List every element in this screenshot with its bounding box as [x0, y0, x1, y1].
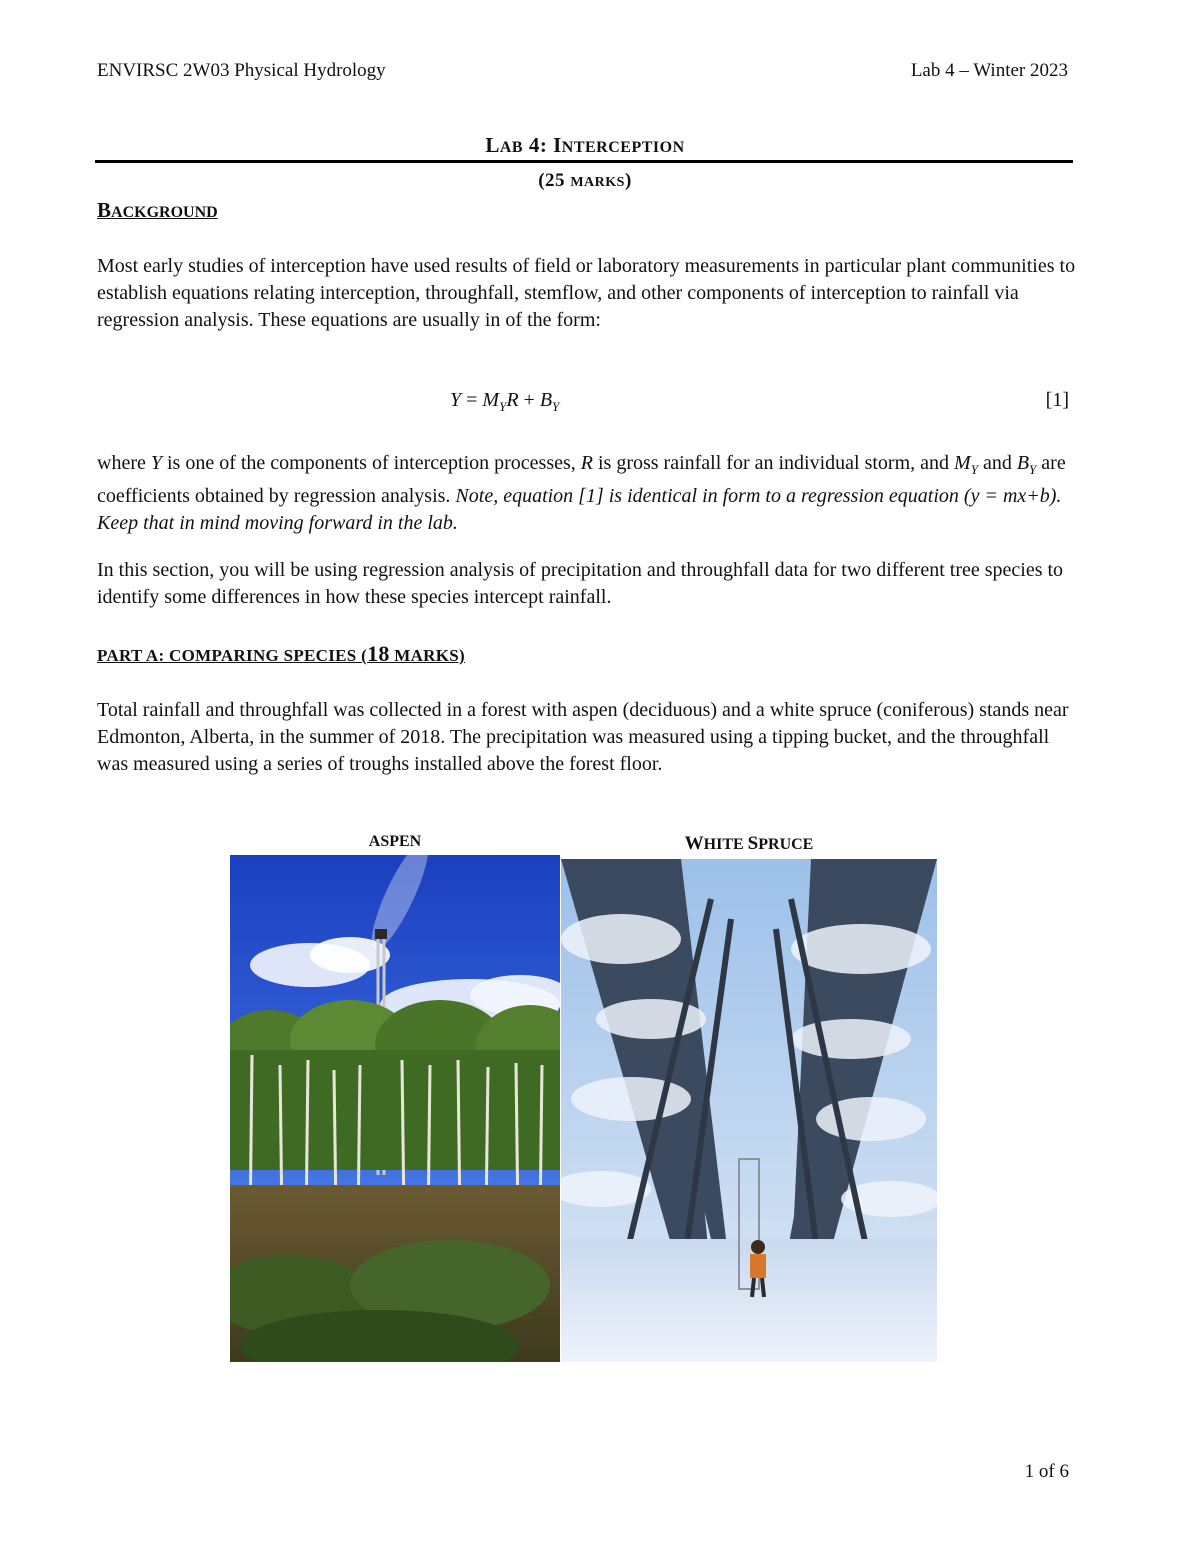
p2-text-2: is one of the components of interception processes, — [161, 452, 581, 474]
total-marks — [0, 170, 1170, 192]
p2-note: Note, equation [1] is identical in form to a regression equation (y = mx+b). Keep that in mind moving forward in the lab. — [97, 485, 1062, 534]
p2-text-4: and — [977, 452, 1017, 474]
regression-equation — [450, 389, 559, 415]
background-paragraph-2 — [97, 450, 1082, 537]
marks-close: ) — [624, 170, 632, 191]
part-a-marks-number: 18 — [367, 641, 390, 666]
white-spruce-photo — [561, 859, 937, 1362]
header-lab-term: Lab 4 – Winter 2023 — [910, 60, 1068, 81]
background-paragraph-3: In this section, you will be using regression analysis of precipitation and throughfall data for two different tree species to identify some differences in how these species intercept rainfall. — [97, 559, 1064, 608]
aspen-caption: ASPEN — [368, 833, 422, 850]
eq-r: R — [506, 389, 519, 411]
p2-text-3: is gross rainfall for an individual storm, and — [592, 452, 955, 474]
background-paragraph-1: Most early studies of interception have used results of field or laboratory measurements in particular plant communities to establish equations relating interception, throughfall, stemflow, and other components of interception to rainfall via regression analysis. These equations are usually in of the form: — [97, 255, 1076, 331]
eq-plus: + — [518, 389, 540, 411]
eq-y: Y — [450, 389, 462, 411]
marks-word: MARKS — [570, 175, 625, 190]
spruce-cap-w: W — [684, 833, 704, 854]
title-interception-rest: NTERCEPTION — [561, 139, 685, 156]
p2-var-by-subscript: Y — [1029, 462, 1037, 477]
part-a-prefix: PART A — [97, 646, 159, 665]
part-a-heading — [97, 641, 465, 667]
title-cap-l: L — [485, 133, 500, 157]
part-a-title: COMPARING SPECIES ( — [169, 646, 368, 665]
p2-var-by: $B_Y$ — [1016, 452, 1037, 477]
title-lab-rest: AB — [499, 139, 524, 156]
eq-b: B — [539, 389, 553, 411]
part-a-paragraph: Total rainfall and throughfall was collected in a forest with aspen (deciduous) and a white spruce (coniferous) stands near Edmonton, Alberta, in the summer of 2018. The precipitation was measured using a tipping bucket, and the throughfall was measured using a series of troughs installed above the forest floor. — [97, 699, 1069, 775]
spruce-cap-hite: HITE — [703, 836, 748, 853]
page-number: 1 of 6 — [1024, 1461, 1069, 1482]
spruce-cap-s: S — [747, 833, 759, 854]
p2-var-my-subscript: Y — [970, 462, 978, 477]
aspen-photo — [230, 855, 560, 1362]
p2-text-1: where — [97, 452, 151, 474]
page-title — [0, 133, 1170, 158]
eq-sub-y2: Y — [552, 399, 560, 414]
header-course-title: ENVIRSC 2W03 Physical Hydrology — [97, 60, 386, 81]
marks-open: (25 — [538, 170, 571, 191]
title-divider — [95, 160, 1073, 163]
eq-equals: = — [461, 389, 483, 411]
spruce-caption — [561, 833, 937, 855]
p2-var-y: Y — [150, 452, 162, 474]
part-a-colon: : — [158, 646, 170, 665]
background-cap-b: B — [97, 198, 112, 222]
background-heading — [97, 198, 218, 223]
p2-var-my: $M_Y$ — [954, 452, 978, 477]
p2-var-r: R — [580, 452, 593, 474]
background-heading-rest: ACKGROUND — [111, 204, 218, 221]
title-cap-i: I — [553, 133, 562, 157]
spruce-cap-pruce: PRUCE — [758, 836, 814, 853]
p2-text-5: are coefficients obtained by regression analysis. — [97, 452, 1066, 507]
equation-number: [1] — [1045, 389, 1069, 411]
part-a-suffix: MARKS) — [389, 646, 465, 665]
title-number: 4: — [523, 133, 554, 157]
eq-m: M — [482, 389, 500, 411]
eq-sub-y1: Y — [499, 399, 507, 414]
